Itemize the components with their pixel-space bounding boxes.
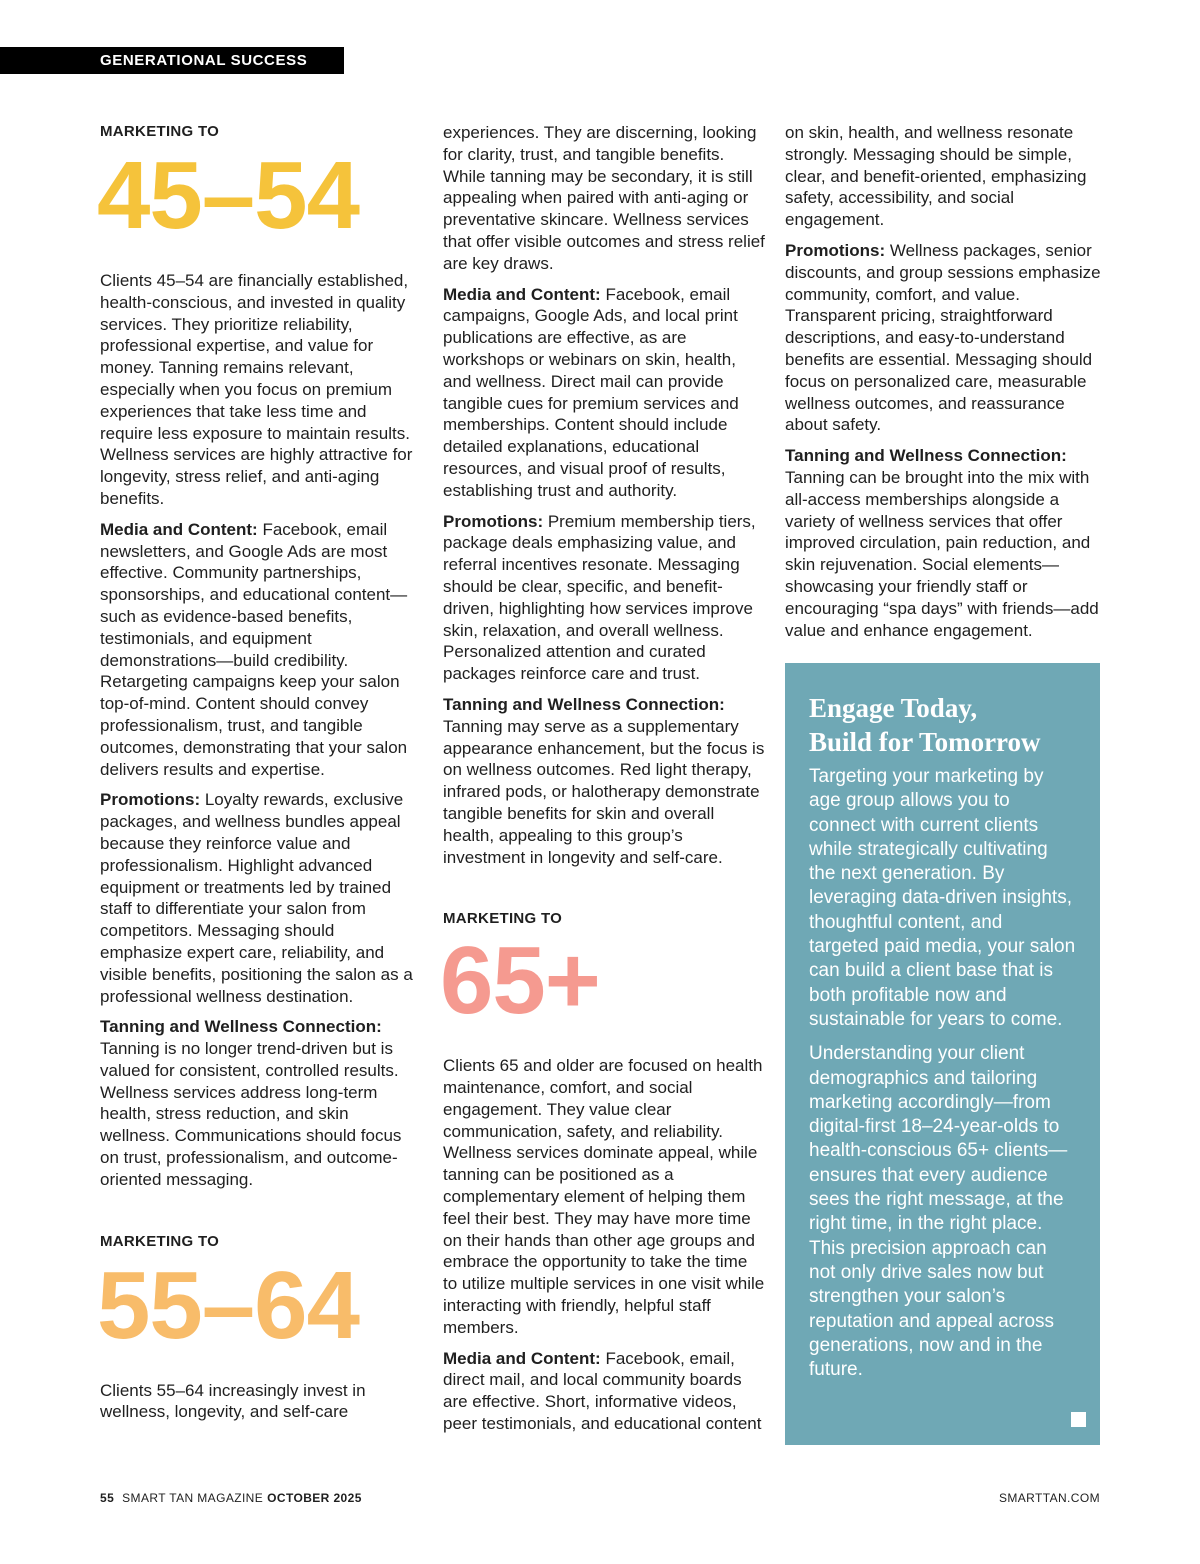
media-label: Media and Content:: [100, 519, 258, 539]
tanning-label: Tanning and Wellness Connection:: [443, 694, 725, 714]
media-text: Facebook, email campaigns, Google Ads, and local print publications are effective, as are workshops or webinars on skin, health, and wellness. Direct mail can provide tangible cues for premium services and memberships. Content should include detailed explanations, educational resources, and visual proof of results, establishing trust and authority.: [443, 284, 739, 500]
tanning-paragraph-65: [785, 445, 1105, 641]
eyebrow-65: MARKETING TO: [443, 910, 563, 928]
column-2: [440, 122, 765, 1435]
end-mark-icon: [1071, 1412, 1086, 1427]
eyebrow-55-64: MARKETING TO: [100, 1232, 220, 1250]
tanning-paragraph-45-54: [100, 1016, 418, 1190]
promo-text: Wellness packages, senior discounts, and group sessions emphasize community, comfort, and value. Transparent pricing, straightforward descriptions, and easy-to-understand benefits are essential. Messaging should focus on personalized care, measurable wellness outcomes, and reassurance about safety.: [785, 240, 1101, 435]
promo-text: Premium membership tiers, package deals emphasizing value, and referral incentives resonate. Messaging should be clear, specific, and benefit-driven, highlighting how services improve skin, relaxation, and overall wellness. Personalized attention and curated packages reinforce care and trust.: [443, 511, 756, 684]
callout-box: [785, 663, 1100, 1445]
media-text: Facebook, email newsletters, and Google Ads are most effective. Community partnerships, sponsorships, and educational content—such as evidence-based benefits, testimonials, and equipment demonstrations—build credibility. Retargeting campaigns keep your salon top-of-mind. Content should convey professionalism, trust, and tangible outcomes, demonstrating that your salon delivers results and expertise.: [100, 519, 408, 779]
age-range-65: 65+: [440, 927, 600, 1035]
page-number: 55: [100, 1491, 115, 1505]
column-3: [785, 122, 1105, 650]
tanning-label: Tanning and Wellness Connection:: [100, 1017, 382, 1037]
media-text: Facebook, email, direct mail, and local community boards are effective. Short, informative videos, peer testimonials, and educational content: [443, 1348, 762, 1434]
age-range-55-64: 55–64: [97, 1251, 359, 1359]
callout-title-line1: Engage Today,: [809, 693, 978, 723]
media-paragraph-65: [443, 1348, 765, 1435]
promo-paragraph-65: [785, 240, 1105, 436]
tanning-text: Tanning may serve as a supplementary appearance enhancement, but the focus is on wellness outcomes. Red light therapy, infrared pods, or halotherapy demonstrate tangible benefits for skin and overall health, appealing to this group’s investment in longevity and self-care.: [443, 716, 765, 867]
website: SMARTTAN.COM: [998, 1491, 1100, 1505]
column-1: [97, 122, 418, 1423]
callout-title-line2: Build for Tomorrow: [809, 727, 1041, 757]
intro-45-54: Clients 45–54 are financially established, health-conscious, and invested in quality services. They prioritize reliability, professional expertise, and value for money. Tanning remains relevant, especially when you focus on premium experiences that take less time and require less exposure to maintain results. Wellness services are highly attractive for longevity, stress relief, and anti-aging benefits.: [100, 271, 413, 508]
media-label: Media and Content:: [443, 1348, 601, 1368]
promo-paragraph-45-54: [100, 789, 418, 1007]
tanning-text: Tanning is no longer trend-driven but is valued for consistent, controlled results. Wellness services address long-term health, stress reduction, and skin wellness. Communications should focus on trust, professionalism, and outcome-oriented messaging.: [100, 1039, 402, 1189]
callout-paragraph-1: Targeting your marketing by age group allows you to connect with current clients while strategically cultivating the next generation. By leveraging data-driven insights, thoughtful content, and targeted paid media, your salon can build a client base that is both profitable now and sustainable for years to come.: [809, 766, 1076, 1030]
media-label: Media and Content:: [443, 284, 601, 304]
tanning-paragraph-55-64: [443, 694, 765, 868]
issue-date: OCTOBER 2025: [267, 1491, 362, 1505]
promo-label: Promotions:: [785, 240, 886, 260]
intro-55-64: Clients 55–64 increasingly invest in wellness, longevity, and self-care: [100, 1380, 366, 1422]
age-range-45-54: 45–54: [97, 142, 359, 249]
intro-65: Clients 65 and older are focused on health maintenance, comfort, and social engagement. They value clear communication, safety, and reliability. Wellness services dominate appeal, while tanning can be positioned as a complementary element of helping them feel their best. They may have more time on their hands than other age groups and embrace the opportunity to take the time to utilize multiple services in one visit while interacting with friendly, helpful staff members.: [443, 1056, 765, 1337]
promo-label: Promotions:: [443, 511, 544, 531]
eyebrow-45-54: MARKETING TO: [100, 123, 220, 140]
section-banner: GENERATIONAL SUCCESS: [0, 47, 344, 74]
media-65-continued: on skin, health, and wellness resonate strongly. Messaging should be simple, clear, and benefit-oriented, emphasizing safety, accessibility, and social engagement.: [785, 123, 1087, 230]
media-paragraph-55-64: [443, 284, 765, 502]
callout-paragraph-2: Understanding your client demographics and tailoring marketing accordingly—from digital-first 18–24-year-olds to health-conscious 65+ clients—ensures that every audience sees the right message, at the right time, in the right place. This precision approach can not only drive sales now but strengthen your salon’s reputation and appeal across generations, now and in the future.: [809, 1043, 1068, 1381]
promo-label: Promotions:: [100, 790, 201, 810]
tanning-label: Tanning and Wellness Connection:: [785, 446, 1067, 466]
magazine-name: SMART TAN MAGAZINE: [122, 1491, 264, 1505]
media-paragraph-45-54: [100, 519, 418, 781]
intro-55-64-continued: experiences. They are discerning, looking for clarity, trust, and tangible benefits. While tanning may be secondary, it is still appealing when paired with anti-aging or preventative skincare. Wellness services that offer visible outcomes and stress relief are key draws.: [443, 123, 765, 273]
tanning-text: Tanning can be brought into the mix with all-access memberships alongside a variety of wellness services that offer improved circulation, pain reduction, and skin rejuvenation. Social elements—showcasing your friendly staff or encouraging “spa days” with friends—add value and enhance engagement.: [785, 467, 1099, 640]
promo-text: Loyalty rewards, exclusive packages, and wellness bundles appeal because they reinforce value and professionalism. Highlight advanced equipment or treatments led by trained staff to differentiate your salon from competitors. Messaging should emphasize expert care, reliability, and visible benefits, positioning the salon as a professional wellness destination.: [100, 790, 413, 1006]
callout-title: [809, 691, 1076, 759]
promo-paragraph-55-64: [443, 511, 765, 685]
footer: [100, 1491, 1100, 1505]
